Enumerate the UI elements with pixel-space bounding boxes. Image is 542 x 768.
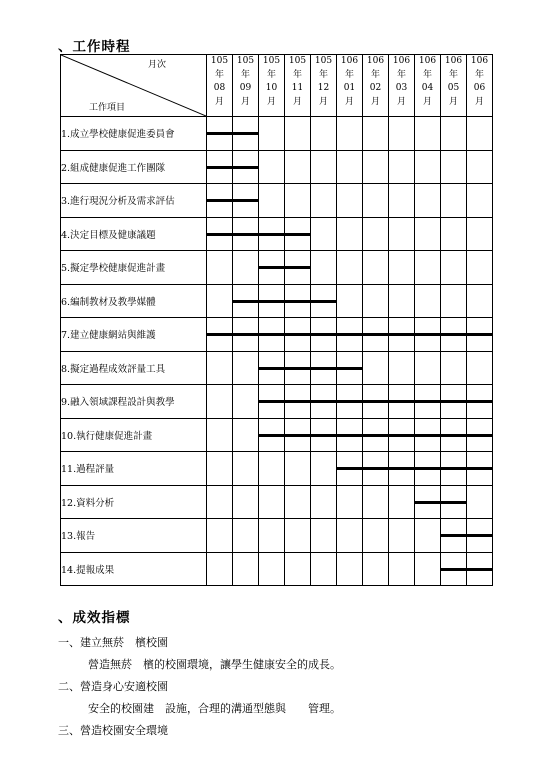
schedule-cell xyxy=(415,418,441,452)
month-header-5 xyxy=(311,55,337,117)
schedule-cell xyxy=(389,284,415,318)
schedule-cell xyxy=(233,418,259,452)
month-header-month: 09 xyxy=(239,83,252,93)
task-row xyxy=(61,217,493,251)
schedule-cell xyxy=(207,418,233,452)
schedule-cell xyxy=(389,117,415,151)
month-header-11 xyxy=(467,55,493,117)
month-header-year: 106 xyxy=(470,56,489,66)
task-label: 1.成立學校健康促進委員會 xyxy=(61,117,207,151)
schedule-cell xyxy=(363,552,389,586)
schedule-cell xyxy=(259,418,285,452)
schedule-cell xyxy=(337,284,363,318)
schedule-cell xyxy=(467,150,493,184)
schedule-cell xyxy=(259,117,285,151)
month-header-9 xyxy=(415,55,441,117)
schedule-cell xyxy=(467,452,493,486)
schedule-cell xyxy=(415,284,441,318)
schedule-cell xyxy=(389,418,415,452)
schedule-cell xyxy=(233,485,259,519)
schedule-cell xyxy=(415,519,441,553)
month-header-yue: 月 xyxy=(396,96,406,107)
task-row xyxy=(61,117,493,151)
schedule-cell xyxy=(389,184,415,218)
schedule-cell xyxy=(363,217,389,251)
month-header-10 xyxy=(441,55,467,117)
task-row xyxy=(61,184,493,218)
month-header-yue: 月 xyxy=(370,96,380,107)
month-header-year: 106 xyxy=(392,56,411,66)
schedule-cell xyxy=(441,385,467,419)
schedule-cell xyxy=(415,184,441,218)
schedule-cell xyxy=(441,552,467,586)
indicator-2-detail: 安全的校園建 設施，合理的溝通型態與 管理。 xyxy=(88,702,341,715)
schedule-cell xyxy=(389,351,415,385)
schedule-cell xyxy=(259,385,285,419)
indicator-3-heading: 三、營造校園安全環境 xyxy=(58,724,168,737)
schedule-cell xyxy=(337,351,363,385)
schedule-cell xyxy=(363,385,389,419)
schedule-cell xyxy=(415,552,441,586)
task-row xyxy=(61,318,493,352)
schedule-cell xyxy=(467,552,493,586)
schedule-cell xyxy=(311,217,337,251)
schedule-cell xyxy=(311,150,337,184)
indicators-section-title: 、成效指標 xyxy=(58,610,131,626)
schedule-cell xyxy=(285,351,311,385)
schedule-cell xyxy=(441,418,467,452)
schedule-cell xyxy=(441,184,467,218)
month-header-month: 11 xyxy=(291,83,304,93)
schedule-cell xyxy=(389,385,415,419)
schedule-cell xyxy=(233,251,259,285)
schedule-cell xyxy=(207,184,233,218)
corner-label-task: 工作項目 xyxy=(89,103,126,113)
schedule-cell xyxy=(363,318,389,352)
schedule-cell xyxy=(441,117,467,151)
task-row xyxy=(61,351,493,385)
schedule-cell xyxy=(337,251,363,285)
task-label: 8.擬定過程成效評量工具 xyxy=(61,351,207,385)
task-label: 2.組成健康促進工作團隊 xyxy=(61,150,207,184)
schedule-cell xyxy=(467,217,493,251)
month-header-month: 05 xyxy=(447,83,460,93)
schedule-cell xyxy=(363,251,389,285)
schedule-cell xyxy=(415,385,441,419)
task-row xyxy=(61,485,493,519)
task-row xyxy=(61,284,493,318)
schedule-cell xyxy=(467,318,493,352)
month-header-yue: 月 xyxy=(240,96,250,107)
month-header-nian: 年 xyxy=(214,69,224,80)
indicator-1-detail: 營造無菸 檳的校園環境，讓學生健康安全的成長。 xyxy=(88,658,341,671)
schedule-cell xyxy=(441,318,467,352)
task-label: 6.編制教材及教學媒體 xyxy=(61,284,207,318)
schedule-cell xyxy=(441,485,467,519)
schedule-cell xyxy=(337,385,363,419)
schedule-cell xyxy=(363,485,389,519)
schedule-cell xyxy=(207,251,233,285)
schedule-cell xyxy=(311,485,337,519)
month-header-yue: 月 xyxy=(214,96,224,107)
task-label: 11.過程評量 xyxy=(61,452,207,486)
schedule-cell xyxy=(259,452,285,486)
schedule-cell xyxy=(233,217,259,251)
schedule-cell xyxy=(363,519,389,553)
schedule-cell xyxy=(389,452,415,486)
schedule-cell xyxy=(207,552,233,586)
schedule-cell xyxy=(311,284,337,318)
schedule-cell xyxy=(467,385,493,419)
schedule-cell xyxy=(363,452,389,486)
month-header-4 xyxy=(285,55,311,117)
schedule-cell xyxy=(441,217,467,251)
schedule-cell xyxy=(441,150,467,184)
task-label: 7.建立健康網站與維護 xyxy=(61,318,207,352)
schedule-cell xyxy=(363,284,389,318)
schedule-cell xyxy=(415,117,441,151)
schedule-cell xyxy=(285,552,311,586)
month-header-yue: 月 xyxy=(422,96,432,107)
schedule-cell xyxy=(233,117,259,151)
schedule-cell xyxy=(207,150,233,184)
schedule-cell xyxy=(259,251,285,285)
month-header-year: 105 xyxy=(288,56,307,66)
schedule-cell xyxy=(415,452,441,486)
schedule-cell xyxy=(285,452,311,486)
month-header-nian: 年 xyxy=(448,69,458,80)
month-header-nian: 年 xyxy=(396,69,406,80)
schedule-cell xyxy=(207,485,233,519)
schedule-cell xyxy=(467,184,493,218)
schedule-cell xyxy=(415,351,441,385)
month-header-month: 01 xyxy=(343,83,356,93)
schedule-cell xyxy=(363,184,389,218)
schedule-cell xyxy=(285,485,311,519)
schedule-cell xyxy=(285,318,311,352)
month-header-nian: 年 xyxy=(240,69,250,80)
schedule-cell xyxy=(337,519,363,553)
schedule-cell xyxy=(233,150,259,184)
month-header-year: 106 xyxy=(340,56,359,66)
month-header-month: 10 xyxy=(265,83,278,93)
schedule-cell xyxy=(363,117,389,151)
schedule-cell xyxy=(337,552,363,586)
task-label: 9.融入領域課程設計與教學 xyxy=(61,385,207,419)
task-row xyxy=(61,452,493,486)
task-row xyxy=(61,418,493,452)
schedule-cell xyxy=(311,418,337,452)
schedule-cell xyxy=(311,519,337,553)
schedule-cell xyxy=(233,552,259,586)
schedule-cell xyxy=(389,217,415,251)
month-header-yue: 月 xyxy=(344,96,354,107)
corner-label-month: 月次 xyxy=(147,60,166,70)
task-row xyxy=(61,150,493,184)
month-header-nian: 年 xyxy=(318,69,328,80)
schedule-cell xyxy=(415,150,441,184)
schedule-cell xyxy=(259,284,285,318)
schedule-cell xyxy=(285,284,311,318)
schedule-cell xyxy=(233,284,259,318)
schedule-cell xyxy=(467,284,493,318)
schedule-cell xyxy=(467,485,493,519)
schedule-cell xyxy=(389,318,415,352)
month-header-year: 105 xyxy=(210,56,229,66)
schedule-cell xyxy=(285,150,311,184)
schedule-cell xyxy=(415,217,441,251)
schedule-cell xyxy=(285,418,311,452)
schedule-cell xyxy=(311,117,337,151)
schedule-section-title: 、工作時程 xyxy=(58,39,131,55)
task-label: 14.提報成果 xyxy=(61,552,207,586)
month-header-year: 105 xyxy=(236,56,255,66)
schedule-cell xyxy=(389,519,415,553)
month-header-yue: 月 xyxy=(266,96,276,107)
schedule-cell xyxy=(467,117,493,151)
schedule-cell xyxy=(207,284,233,318)
schedule-cell xyxy=(337,452,363,486)
schedule-cell xyxy=(285,385,311,419)
month-header-month: 03 xyxy=(395,83,408,93)
task-label: 10.執行健康促進計畫 xyxy=(61,418,207,452)
month-header-nian: 年 xyxy=(344,69,354,80)
schedule-cell xyxy=(233,184,259,218)
schedule-cell xyxy=(389,251,415,285)
schedule-cell xyxy=(363,150,389,184)
task-row xyxy=(61,519,493,553)
month-header-3 xyxy=(259,55,285,117)
schedule-cell xyxy=(207,217,233,251)
schedule-cell xyxy=(259,519,285,553)
corner-diagonal-line xyxy=(61,55,206,116)
schedule-cell xyxy=(415,251,441,285)
schedule-cell xyxy=(337,485,363,519)
schedule-cell xyxy=(441,452,467,486)
task-row xyxy=(61,552,493,586)
schedule-cell xyxy=(441,284,467,318)
schedule-cell xyxy=(207,385,233,419)
schedule-cell xyxy=(233,519,259,553)
month-header-7 xyxy=(363,55,389,117)
schedule-cell xyxy=(311,552,337,586)
month-header-year: 105 xyxy=(262,56,281,66)
schedule-cell xyxy=(259,217,285,251)
task-label: 3.進行現況分析及需求評估 xyxy=(61,184,207,218)
schedule-cell xyxy=(311,385,337,419)
month-header-year: 106 xyxy=(418,56,437,66)
schedule-cell xyxy=(259,485,285,519)
schedule-cell xyxy=(311,184,337,218)
month-header-year: 106 xyxy=(366,56,385,66)
schedule-cell xyxy=(207,351,233,385)
task-label: 13.報告 xyxy=(61,519,207,553)
schedule-cell xyxy=(233,318,259,352)
schedule-cell xyxy=(467,351,493,385)
indicator-2-heading: 二、營造身心安適校園 xyxy=(58,680,168,693)
schedule-cell xyxy=(285,519,311,553)
month-header-month: 06 xyxy=(473,83,486,93)
schedule-cell xyxy=(207,519,233,553)
schedule-cell xyxy=(285,184,311,218)
month-header-yue: 月 xyxy=(448,96,458,107)
schedule-cell xyxy=(389,552,415,586)
schedule-cell xyxy=(467,519,493,553)
schedule-cell xyxy=(311,452,337,486)
schedule-cell xyxy=(285,117,311,151)
schedule-cell xyxy=(207,318,233,352)
task-label: 4.決定目標及健康議題 xyxy=(61,217,207,251)
schedule-cell xyxy=(259,318,285,352)
schedule-cell xyxy=(337,418,363,452)
work-schedule-table xyxy=(60,54,493,586)
month-header-year: 106 xyxy=(444,56,463,66)
schedule-cell xyxy=(337,318,363,352)
schedule-cell xyxy=(259,351,285,385)
schedule-cell xyxy=(233,385,259,419)
schedule-cell xyxy=(233,351,259,385)
schedule-cell xyxy=(311,251,337,285)
task-label: 12.資料分析 xyxy=(61,485,207,519)
schedule-cell xyxy=(415,485,441,519)
schedule-cell xyxy=(441,519,467,553)
table-corner-cell xyxy=(61,55,207,117)
task-label: 5.擬定學校健康促進計畫 xyxy=(61,251,207,285)
month-header-8 xyxy=(389,55,415,117)
month-header-yue: 月 xyxy=(292,96,302,107)
month-header-month: 02 xyxy=(369,83,382,93)
indicator-1-heading: 一、建立無菸 檳校園 xyxy=(58,636,168,649)
task-row xyxy=(61,251,493,285)
schedule-cell xyxy=(285,217,311,251)
schedule-cell xyxy=(389,150,415,184)
month-header-year: 105 xyxy=(314,56,333,66)
month-header-yue: 月 xyxy=(318,96,328,107)
month-header-nian: 年 xyxy=(370,69,380,80)
schedule-cell xyxy=(285,251,311,285)
month-header-2 xyxy=(233,55,259,117)
month-header-nian: 年 xyxy=(422,69,432,80)
schedule-cell xyxy=(467,251,493,285)
month-header-nian: 年 xyxy=(474,69,484,80)
schedule-cell xyxy=(311,318,337,352)
month-header-nian: 年 xyxy=(266,69,276,80)
schedule-cell xyxy=(337,150,363,184)
month-header-yue: 月 xyxy=(474,96,484,107)
month-header-month: 12 xyxy=(317,83,330,93)
month-header-nian: 年 xyxy=(292,69,302,80)
table-header-row xyxy=(61,55,493,117)
month-header-month: 08 xyxy=(213,83,226,93)
schedule-cell xyxy=(207,452,233,486)
schedule-cell xyxy=(337,117,363,151)
month-header-month: 04 xyxy=(421,83,434,93)
schedule-cell xyxy=(259,150,285,184)
schedule-cell xyxy=(259,552,285,586)
month-header-6 xyxy=(337,55,363,117)
schedule-cell xyxy=(233,452,259,486)
schedule-cell xyxy=(467,418,493,452)
schedule-cell xyxy=(337,217,363,251)
schedule-cell xyxy=(441,351,467,385)
schedule-cell xyxy=(363,418,389,452)
schedule-cell xyxy=(441,251,467,285)
schedule-cell xyxy=(415,318,441,352)
schedule-cell xyxy=(311,351,337,385)
month-header-1 xyxy=(207,55,233,117)
schedule-cell xyxy=(259,184,285,218)
schedule-cell xyxy=(363,351,389,385)
schedule-cell xyxy=(207,117,233,151)
task-row xyxy=(61,385,493,419)
schedule-cell xyxy=(337,184,363,218)
schedule-cell xyxy=(389,485,415,519)
